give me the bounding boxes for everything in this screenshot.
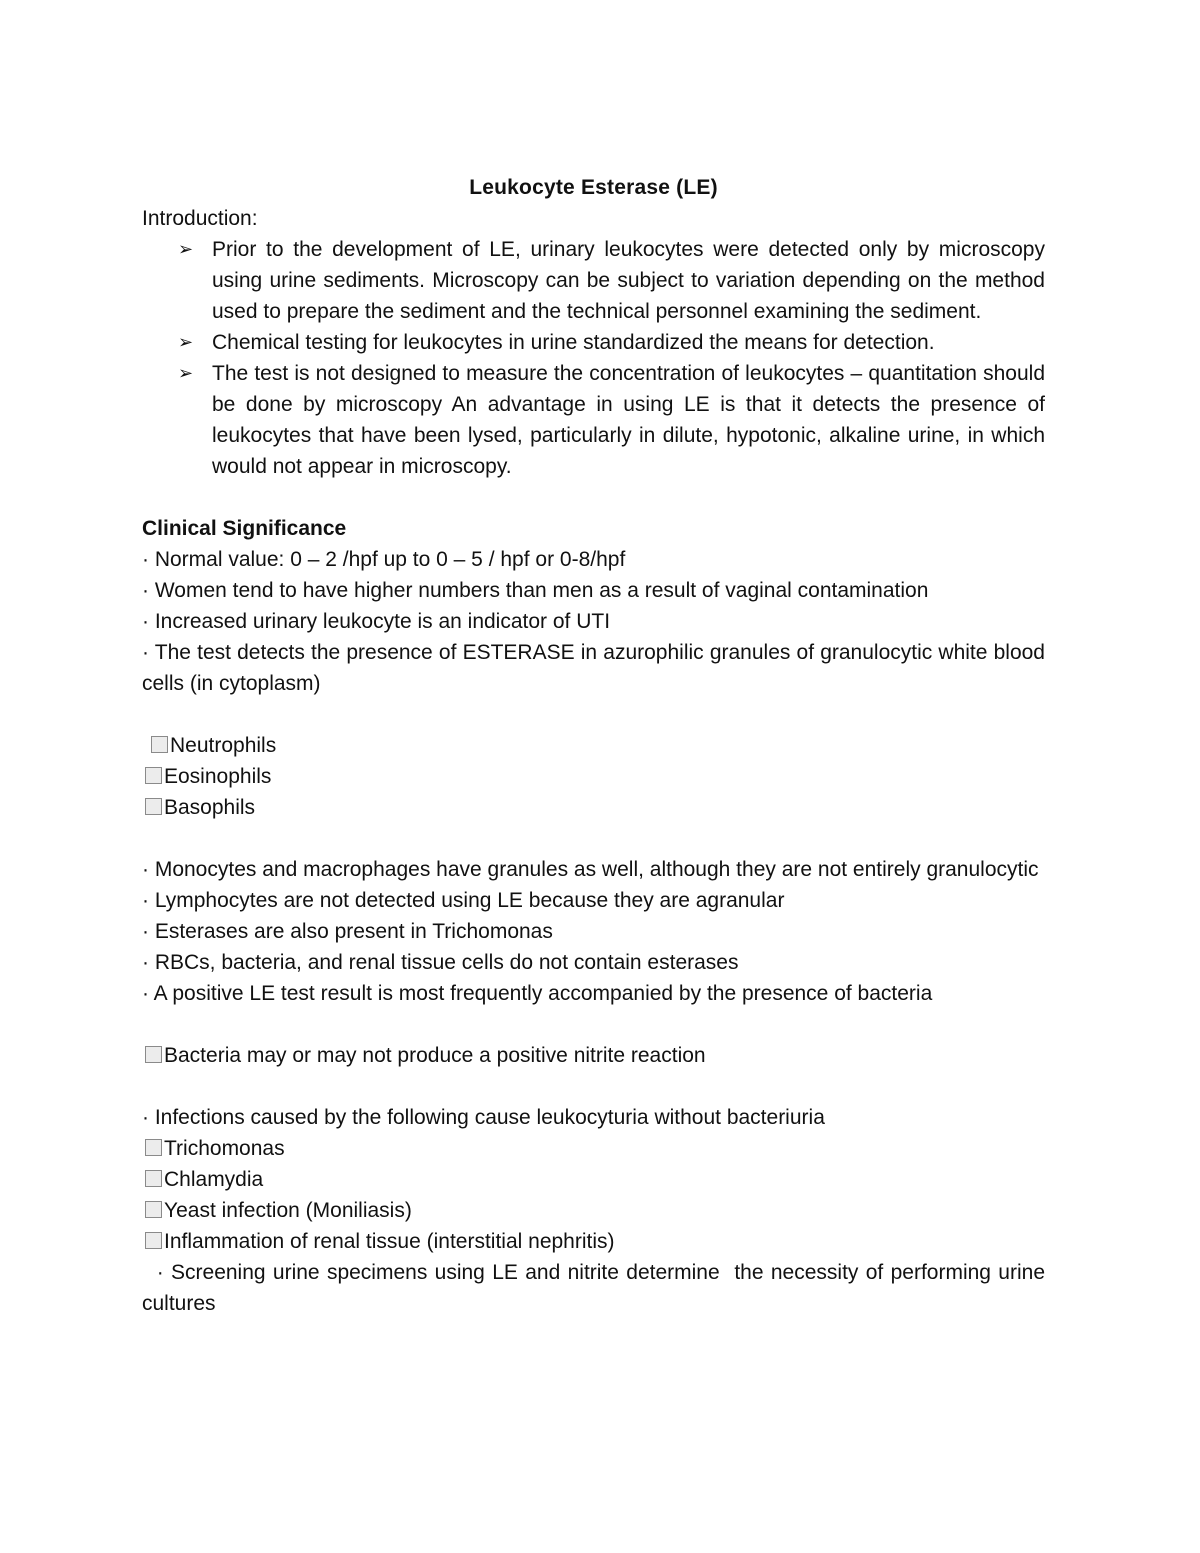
list-item xyxy=(142,1133,1045,1164)
spacer xyxy=(142,1071,1045,1102)
checkbox-bullet-icon xyxy=(145,1201,162,1218)
infection-label: Trichomonas xyxy=(164,1137,285,1160)
intro-bullet-text: Prior to the development of LE, urinary leukocytes were detected only by microscopy using urine sediments. Microscopy can be subject to variation depending on the method used to prepare the sediment and the technical personnel examining the sediment. xyxy=(212,238,1045,323)
list-item xyxy=(142,792,1045,823)
checkbox-bullet-icon xyxy=(145,798,162,815)
intro-label: Introduction: xyxy=(142,207,258,230)
clinical-significance-heading: Clinical Significance xyxy=(142,517,347,540)
screening-note: · Screening urine specimens using LE and nitrite determine the necessity of performing urine cultures xyxy=(142,1261,1051,1315)
infection-label: Inflammation of renal tissue (interstitial nephritis) xyxy=(164,1230,615,1253)
clinical-point: · Lymphocytes are not detected using LE because they are agranular xyxy=(142,889,785,912)
list-item xyxy=(142,730,1045,761)
spacer xyxy=(142,823,1045,854)
list-item xyxy=(142,1195,1045,1226)
document-page xyxy=(142,172,1051,1319)
clinical-point: · RBCs, bacteria, and renal tissue cells do not contain esterases xyxy=(142,951,739,974)
bacteria-note: Bacteria may or may not produce a positive nitrite reaction xyxy=(164,1044,706,1067)
clinical-point: · Normal value: 0 – 2 /hpf up to 0 – 5 / hpf or 0-8/hpf xyxy=(142,548,626,571)
intro-bullet-list xyxy=(142,234,1045,482)
arrow-bullet-icon: ➢ xyxy=(178,332,194,353)
checkbox-bullet-icon xyxy=(145,1232,162,1249)
checkbox-bullet-icon xyxy=(145,1046,162,1063)
list-item xyxy=(142,234,1045,327)
spacer xyxy=(142,1009,1045,1040)
checkbox-bullet-icon xyxy=(145,767,162,784)
list-item xyxy=(142,358,1045,482)
arrow-bullet-icon: ➢ xyxy=(178,239,194,260)
infections-intro: · Infections caused by the following cause leukocyturia without bacteriuria xyxy=(142,1106,825,1129)
clinical-point: · A positive LE test result is most frequently accompanied by the presence of bacteria xyxy=(142,982,933,1005)
granulocyte-label: Eosinophils xyxy=(164,765,272,788)
granulocyte-label: Basophils xyxy=(164,796,256,819)
list-item xyxy=(142,761,1045,792)
intro-bullet-text: Chemical testing for leukocytes in urine standardized the means for detection. xyxy=(212,331,935,354)
infection-label: Yeast infection (Moniliasis) xyxy=(164,1199,412,1222)
intro-bullet-text: The test is not designed to measure the concentration of leukocytes – quantitation should be done by microscopy An advantage in using LE is that it detects the presence of leukocytes that have been lysed, particularly in dilute, hypotonic, alkaline urine, in which would not appear in microscopy. xyxy=(212,362,1045,478)
spacer xyxy=(142,699,1045,730)
checkbox-bullet-icon xyxy=(151,736,168,753)
clinical-point: · The test detects the presence of ESTERASE in azurophilic granules of granulocytic white blood cells (in cytoplasm) xyxy=(142,641,1045,695)
document-title: Leukocyte Esterase (LE) xyxy=(469,176,718,199)
list-item xyxy=(142,1164,1045,1195)
arrow-bullet-icon: ➢ xyxy=(178,363,194,384)
checkbox-bullet-icon xyxy=(145,1170,162,1187)
list-item xyxy=(142,1040,1045,1071)
clinical-point: · Monocytes and macrophages have granules as well, although they are not entirely granulocytic xyxy=(142,858,1039,881)
checkbox-bullet-icon xyxy=(145,1139,162,1156)
granulocyte-label: Neutrophils xyxy=(170,734,277,757)
clinical-point: · Esterases are also present in Trichomonas xyxy=(142,920,553,943)
clinical-point: · Women tend to have higher numbers than men as a result of vaginal contamination xyxy=(142,579,929,602)
infection-label: Chlamydia xyxy=(164,1168,264,1191)
list-item xyxy=(142,327,1045,358)
spacer xyxy=(142,482,1045,513)
clinical-point: · Increased urinary leukocyte is an indicator of UTI xyxy=(142,610,611,633)
list-item xyxy=(142,1226,1045,1257)
